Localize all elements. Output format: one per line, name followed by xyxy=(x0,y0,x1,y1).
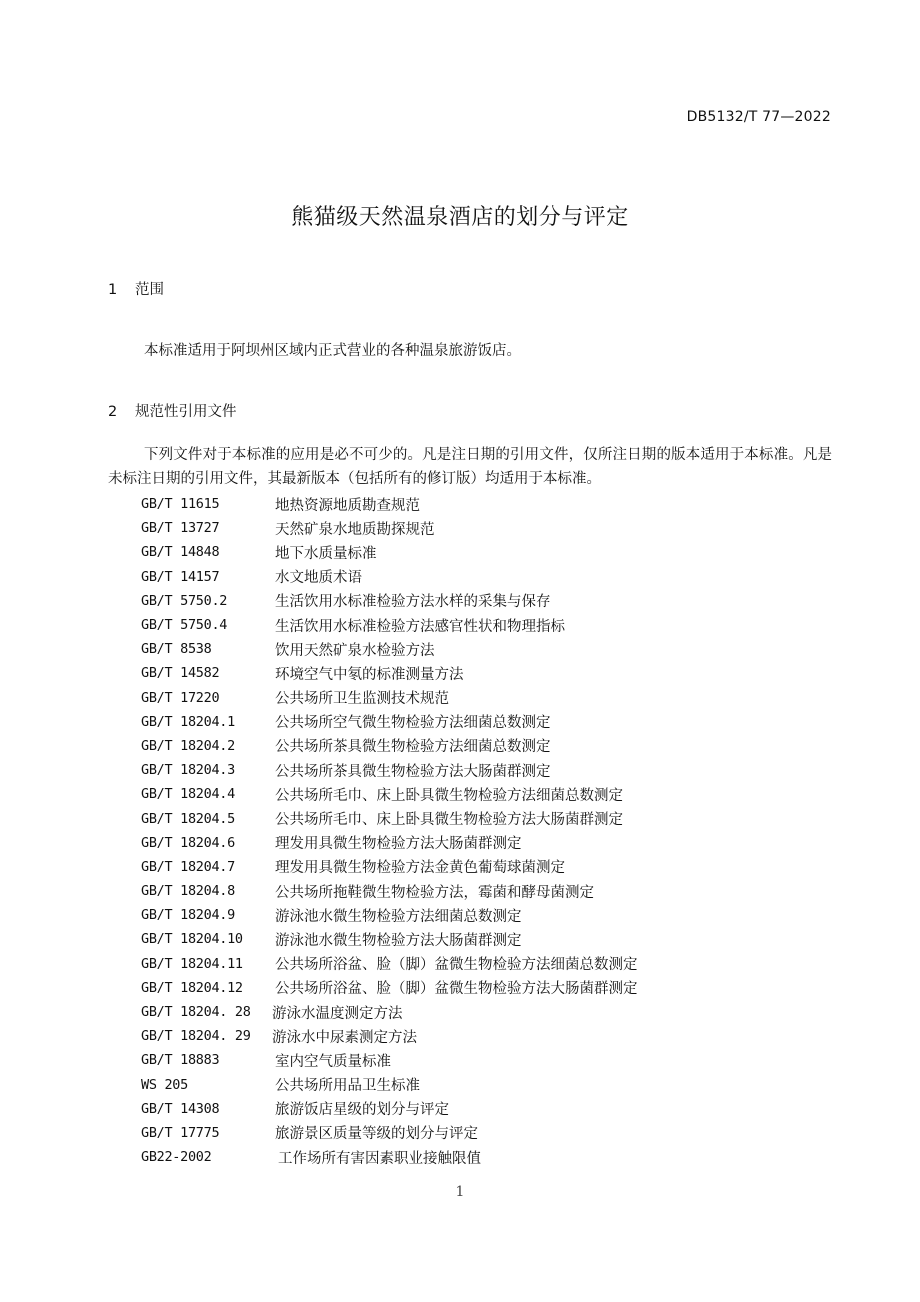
section-title: 规范性引用文件 xyxy=(135,404,237,420)
reference-title: 旅游饭店星级的划分与评定 xyxy=(275,1102,449,1119)
reference-code: GB/T 18204.5 xyxy=(141,810,235,827)
reference-title: 室内空气质量标准 xyxy=(275,1053,391,1070)
reference-item xyxy=(141,589,638,613)
reference-item xyxy=(141,734,638,758)
reference-item xyxy=(141,565,638,589)
reference-item xyxy=(141,806,638,830)
reference-item xyxy=(141,1024,638,1048)
reference-item xyxy=(141,976,638,1000)
reference-title: 地热资源地质勘查规范 xyxy=(275,497,420,514)
reference-title: 公共场所浴盆、脸（脚）盆微生物检验方法大肠菌群测定 xyxy=(275,981,638,998)
reference-item xyxy=(141,879,638,903)
reference-code: GB/T 14582 xyxy=(141,665,220,682)
reference-title: 生活饮用水标准检验方法感官性状和物理指标 xyxy=(275,618,565,635)
reference-code: GB/T 13727 xyxy=(141,520,220,537)
document-title: 熊猫级天然温泉酒店的划分与评定 xyxy=(291,205,629,230)
reference-code: GB/T 18204. 28 xyxy=(141,1004,251,1021)
references-intro-paragraph: 下列文件对于本标准的应用是必不可少的。凡是注日期的引用文件，仅所注日期的版本适用于本标准。凡是未标注日期的引用文件，其最新版本（包括所有的修订版）均适用于本标准。 xyxy=(108,447,832,487)
reference-item xyxy=(141,758,638,782)
reference-code: GB/T 18204.7 xyxy=(141,858,235,875)
reference-title: 地下水质量标准 xyxy=(275,545,377,562)
reference-code: GB/T 18204.6 xyxy=(141,834,235,851)
reference-title: 游泳水中尿素测定方法 xyxy=(272,1029,417,1046)
reference-code: GB/T 5750.2 xyxy=(141,592,228,609)
reference-title: 工作场所有害因素职业接触限值 xyxy=(278,1150,481,1167)
reference-item xyxy=(141,710,638,734)
reference-item xyxy=(141,855,638,879)
reference-title: 公共场所拖鞋微生物检验方法，霉菌和酵母菌测定 xyxy=(275,884,594,901)
reference-item xyxy=(141,686,638,710)
reference-code: GB/T 8538 xyxy=(141,641,212,658)
reference-list xyxy=(141,492,638,1169)
reference-item xyxy=(141,661,638,685)
reference-code: GB/T 17775 xyxy=(141,1124,220,1141)
reference-title: 游泳池水微生物检验方法大肠菌群测定 xyxy=(275,932,522,949)
reference-code: GB/T 18204.4 xyxy=(141,786,235,803)
reference-code: GB/T 18883 xyxy=(141,1052,220,1069)
reference-code: GB/T 14157 xyxy=(141,568,220,585)
reference-item xyxy=(141,903,638,927)
reference-title: 公共场所用品卫生标准 xyxy=(275,1078,420,1095)
reference-title: 公共场所茶具微生物检验方法细菌总数测定 xyxy=(275,739,551,756)
reference-title: 理发用具微生物检验方法金黄色葡萄球菌测定 xyxy=(275,860,565,877)
section-heading-normative-references xyxy=(108,400,237,421)
reference-item xyxy=(141,613,638,637)
reference-item xyxy=(141,1097,638,1121)
reference-code: GB/T 18204.3 xyxy=(141,762,235,779)
reference-code: GB22-2002 xyxy=(141,1149,212,1166)
reference-title: 公共场所空气微生物检验方法细菌总数测定 xyxy=(275,715,551,732)
reference-code: GB/T 18204. 29 xyxy=(141,1028,251,1045)
reference-item xyxy=(141,540,638,564)
reference-title: 旅游景区质量等级的划分与评定 xyxy=(275,1126,478,1143)
reference-title: 公共场所茶具微生物检验方法大肠菌群测定 xyxy=(275,763,551,780)
reference-code: GB/T 18204.9 xyxy=(141,907,235,924)
reference-code: GB/T 18204.11 xyxy=(141,955,243,972)
reference-title: 游泳池水微生物检验方法细菌总数测定 xyxy=(275,908,522,925)
reference-item xyxy=(141,952,638,976)
reference-title: 水文地质术语 xyxy=(275,570,362,587)
reference-code: GB/T 18204.2 xyxy=(141,737,235,754)
reference-code: GB/T 18204.12 xyxy=(141,979,243,996)
reference-code: GB/T 18204.1 xyxy=(141,713,235,730)
reference-code: GB/T 14308 xyxy=(141,1100,220,1117)
reference-code: GB/T 5750.4 xyxy=(141,617,228,634)
reference-title: 环境空气中氡的标准测量方法 xyxy=(275,666,464,683)
reference-item xyxy=(141,831,638,855)
document-code: DB5132/T 77—2022 xyxy=(686,109,831,125)
reference-title: 游泳水温度测定方法 xyxy=(272,1005,403,1022)
reference-item xyxy=(141,1073,638,1097)
reference-item xyxy=(141,516,638,540)
reference-title: 公共场所毛巾、床上卧具微生物检验方法细菌总数测定 xyxy=(275,787,623,804)
reference-code: GB/T 17220 xyxy=(141,689,220,706)
reference-item xyxy=(141,1121,638,1145)
reference-title: 公共场所浴盆、脸（脚）盆微生物检验方法细菌总数测定 xyxy=(275,957,638,974)
reference-title: 天然矿泉水地质勘探规范 xyxy=(275,521,435,538)
reference-title: 公共场所卫生监测技术规范 xyxy=(275,691,449,708)
section-heading-scope xyxy=(108,278,164,299)
reference-title: 公共场所毛巾、床上卧具微生物检验方法大肠菌群测定 xyxy=(275,812,623,829)
reference-code: GB/T 18204.10 xyxy=(141,931,243,948)
reference-item xyxy=(141,782,638,806)
page-number: 1 xyxy=(455,1184,465,1200)
section-number: 2 xyxy=(108,404,118,420)
reference-title: 生活饮用水标准检验方法水样的采集与保存 xyxy=(275,594,551,611)
reference-item xyxy=(141,1000,638,1024)
reference-title: 理发用具微生物检验方法大肠菌群测定 xyxy=(275,836,522,853)
reference-code: GB/T 14848 xyxy=(141,544,220,561)
section-title: 范围 xyxy=(135,282,164,298)
reference-item xyxy=(141,1048,638,1072)
reference-code: GB/T 11615 xyxy=(141,496,220,513)
reference-item xyxy=(141,637,638,661)
reference-item xyxy=(141,1145,638,1169)
scope-paragraph: 本标准适用于阿坝州区域内正式营业的各种温泉旅游饭店。 xyxy=(144,343,521,359)
reference-code: WS 205 xyxy=(141,1076,188,1093)
reference-title: 饮用天然矿泉水检验方法 xyxy=(275,642,435,659)
section-number: 1 xyxy=(108,282,118,298)
reference-item xyxy=(141,492,638,516)
reference-code: GB/T 18204.8 xyxy=(141,883,235,900)
reference-item xyxy=(141,927,638,951)
